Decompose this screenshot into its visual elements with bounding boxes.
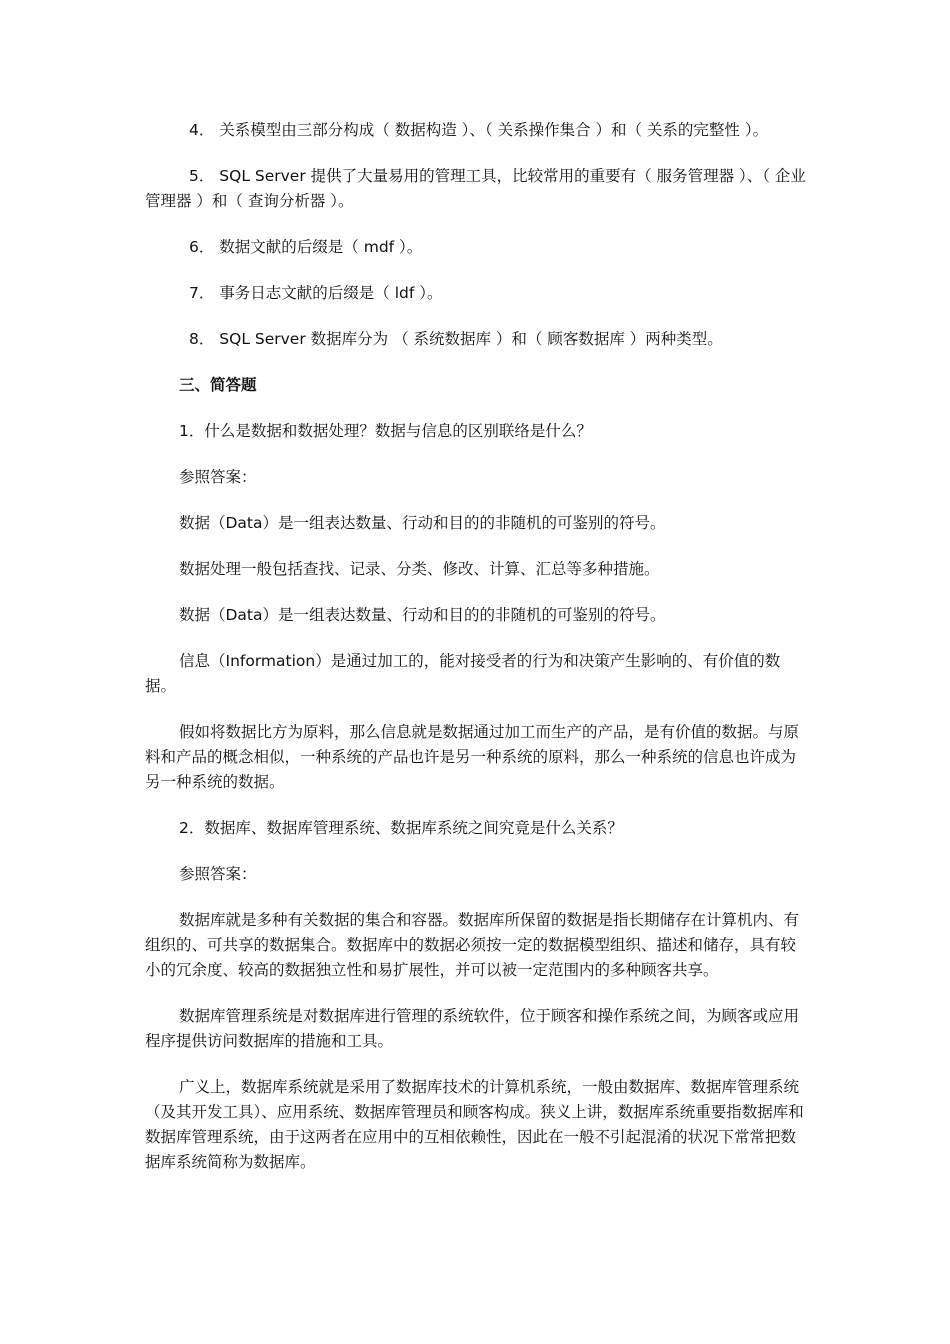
question-2: 2．数据库、数据库管理系统、数据库系统之间究竟是什么关系？ [179,819,623,837]
q1-paragraph: 数据（Data）是一组表达数量、行动和目的的非随机的可鉴别的符号。 [179,606,666,624]
fill-item-4: 4． 关系模型由三部分构成（ 数据构造 ）、（ 关系操作集合 ）和（ 关系的完整性 ）。 [189,121,769,139]
answer-label-2: 参照答案： [179,865,257,883]
fill-item-7: 7． 事务日志文献的后缀是（ ldf ）。 [189,284,443,302]
fill-item-5: 5． SQL Server 提供了大量易用的管理工具，比较常用的重要有（ 服务管理器 ）、（ 企业管理器 ）和（ 查询分析器 ）。 [145,167,806,210]
document-page [145,118,810,1196]
q1-paragraph: 数据处理一般包括查找、记录、分类、修改、计算、汇总等多种措施。 [179,560,660,578]
fill-item-8: 8． SQL Server 数据库分为 （ 系统数据库 ）和（ 顾客数据库 ）两种类型。 [189,330,723,348]
section-heading: 三、简答题 [179,376,257,394]
fill-item-6: 6． 数据文献的后缀是（ mdf ）。 [189,238,423,256]
q1-paragraph: 假如将数据比方为原料，那么信息就是数据通过加工而生产的产品，是有价值的数据。与原料和产品的概念相似，一种系统的产品也许是另一种系统的原料，那么一种系统的信息也许成为另一种系统的数据。 [145,723,800,791]
q1-paragraph: 信息（Information）是通过加工的，能对接受者的行为和决策产生影响的、有价值的数据。 [145,652,781,695]
q2-paragraph: 广义上，数据库系统就是采用了数据库技术的计算机系统，一般由数据库、数据库管理系统（及其开发工具）、应用系统、数据库管理员和顾客构成。狭义上讲，数据库系统重要指数据库和数据库管理系统，由于这两者在应用中的互相依赖性，因此在一般不引起混淆的状况下常常把数据库系统简称为数据库。 [145,1078,804,1171]
question-1: 1．什么是数据和数据处理？数据与信息的区别联络是什么？ [179,422,592,440]
q2-paragraph: 数据库管理系统是对数据库进行管理的系统软件，位于顾客和操作系统之间，为顾客或应用程序提供访问数据库的措施和工具。 [145,1007,800,1050]
q1-paragraph: 数据（Data）是一组表达数量、行动和目的的非随机的可鉴别的符号。 [179,514,666,532]
q2-paragraph: 数据库就是多种有关数据的集合和容器。数据库所保留的数据是指长期储存在计算机内、有组织的、可共享的数据集合。数据库中的数据必须按一定的数据模型组织、描述和储存，具有较小的冗余度、较高的数据独立性和易扩展性，并可以被一定范围内的多种顾客共享。 [145,911,800,979]
answer-label-1: 参照答案： [179,468,257,486]
